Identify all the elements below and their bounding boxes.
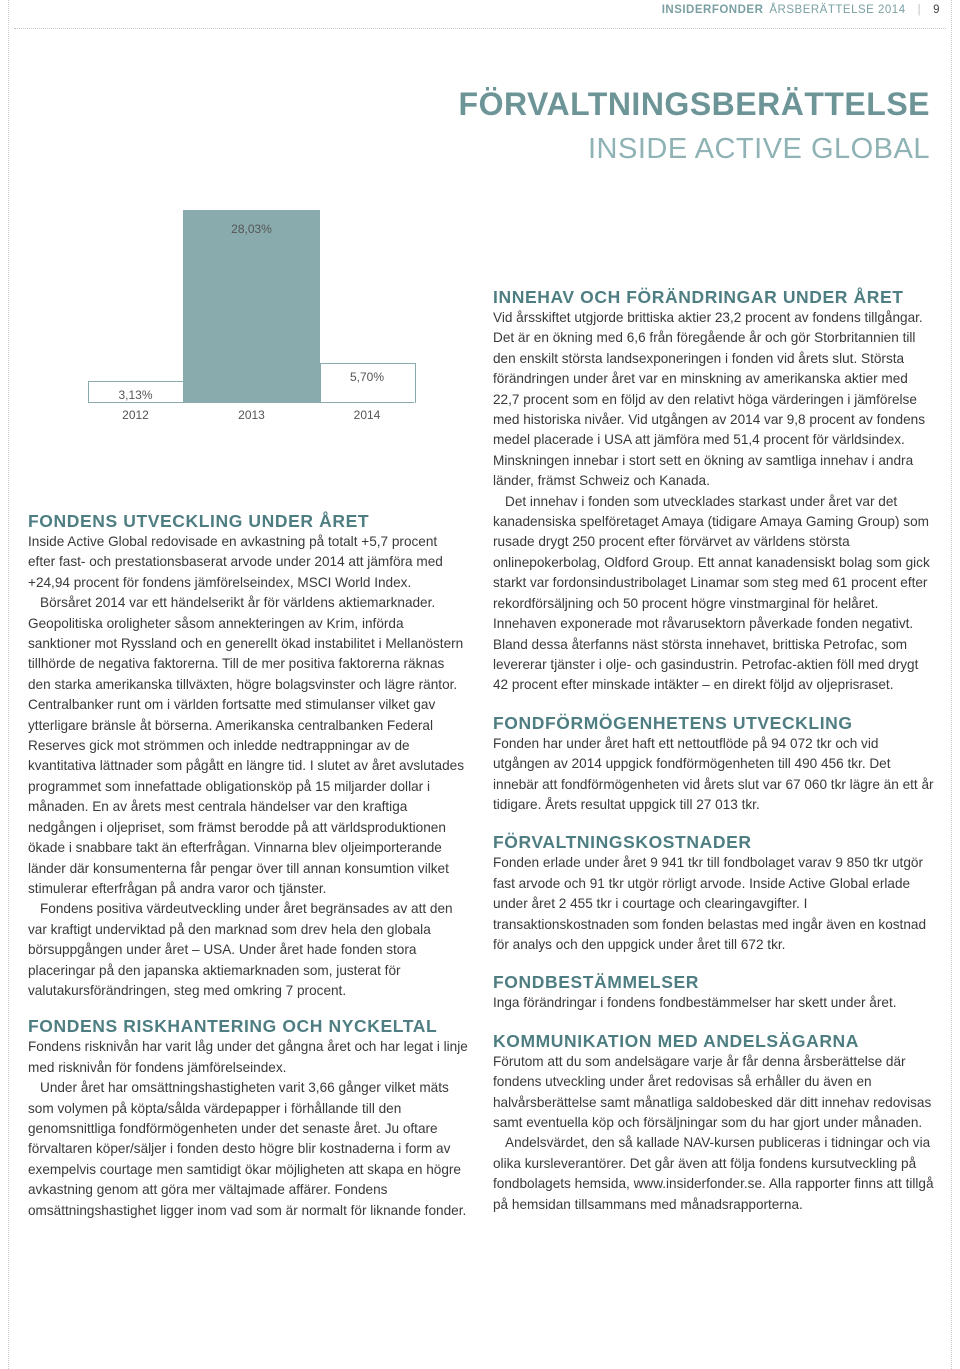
- page-number: 9: [933, 4, 940, 16]
- page-title: FÖRVALTNINGSBERÄTTELSE: [458, 86, 930, 122]
- page-subtitle: INSIDE ACTIVE GLOBAL: [588, 133, 930, 165]
- paragraph: Vid årsskiftet utgjorde brittiska aktier 23,2 procent av fondens tillgångar. Det är en ökning med 6,6 från föregående år och gör Storbritannien till den enskilt största landsexponeringen i fonden vid årets slut. Största förändringen under året var en minskning av amerikanska aktier med 22,7 procent som en följd av den relativt höga värderingen i jämförelse med historiska nivåer. Vid utgången av 2014 var 9,8 procent av fondens medel placerade i USA att jämföra med 51,4 procent för världsindex. Minskningen innebar i stort sett en ökning av samtliga innehav i andra länder, främst Schweiz och Kanada.: [493, 310, 926, 489]
- paragraph: Förutom att du som andelsägare varje år får denna årsberättelse där fondens utveckling under året redovisas så erhåller du även en halvårsberättelse samt månatliga saldobesked där ditt innehav redovisas samt eventuella köp och försäljningar som du har gjort under månaden.: [493, 1053, 932, 1130]
- section-heading-communication: KOMMUNIKATION MED ANDELSÄGARNA: [493, 1030, 860, 1051]
- section-heading-risk: FONDENS RISKHANTERING OCH NYCKELTAL: [28, 1016, 438, 1037]
- paragraph: Fondens risknivån har varit låg under det gångna året och har legat i linje med risknivån för fondens jämförelseindex.: [28, 1039, 468, 1075]
- section-heading-fund-rules: FONDBESTÄMMELSER: [493, 972, 699, 993]
- section-heading-development: FONDENS UTVECKLING UNDER ÅRET: [28, 511, 370, 531]
- x-axis-baseline: [88, 402, 414, 403]
- paragraph: Fonden erlade under året 9 941 tkr till fondbolaget varav 9 850 tkr utgör fast arvode och 91 tkr utgör rörligt arvode. Inside Active Global erlade under året 2 455 tkr i courtage och clearingavgifter. I transaktionskostnaden som fonden belastas med ingår även en kostnad för analys och den uppgick under året till 672 tkr.: [493, 855, 927, 952]
- paragraph: Inside Active Global redovisade en avkastning på totalt +5,7 procent efter fast- och prestationsbaserat arvode under 2014 att jämföra med +24,94 procent för fondens jämförelseindex, MSCI World Index.: [28, 534, 443, 590]
- x-tick-label: 2014: [353, 408, 381, 422]
- section-heading-costs: FÖRVALTNINGSKOSTNADER: [493, 832, 752, 853]
- paragraph: Andelsvärdet, den så kallade NAV-kursen publiceras i tidningar och via olika kursleverantörer. Det går även att följa fondens kursutveckling på fondbolagets hemsida, www.insiderfonder.se. Alla rapporter finns att tillgå på hemsidan tillsammans med månadsrapporterna.: [493, 1135, 934, 1212]
- paragraph: Det innehav i fonden som utvecklades starkast under året var det kanadensiska spelföretaget Amaya (tidigare Amaya Gaming Group) som rusade drygt 250 procent efter förvärvet av världens största onlinepokerbolag, Oldford Group. Ett annat kanadensiskt bolag som gick starkt var fordonsindustribolaget Linamar som steg med 61 procent efter rekordförsäljning och 50 procent högre vinstmarginal för helåret. Innehaven exponerade mot råvarusektorn påverkade fonden negativt. Bland dessa återfanns näst största innehavet, brittiska Petrofac, som levererar tjänster i olje- och gasindustrin. Petrofac-aktien föll med drygt 42 procent efter minskade intäkter – en direkt följd av oljeprisraset.: [493, 493, 930, 693]
- bar-value-label: 28,03%: [231, 222, 272, 236]
- bar-value-label: 5,70%: [349, 369, 385, 384]
- section-heading-fund-assets: FONDFÖRMÖGENHETENS UTVECKLING: [493, 712, 853, 733]
- header-brand: INSIDERFONDER: [661, 4, 764, 16]
- x-tick-label: 2013: [238, 408, 265, 422]
- left-column: [28, 510, 468, 1221]
- header-subtitle: ÅRSBERÄTTELSE 2014: [769, 4, 906, 16]
- paragraph: Under året har omsättningshastigheten varit 3,66 gånger vilket mäts som volymen på köpta/sålda värdepapper i förhållande till den genomsnittliga fondförmögenheten under det senaste året. Ju oftare förvaltaren köper/säljer i fonden desto högre blir kostnaderna i form av exempelvis courtage men samtidigt ökar möjligheten att skapa en högre avkastning genom att göra mer vältajmade affärer. Fondens omsättningshastighet ligger inom vad som är normalt för liknande fonder.: [28, 1080, 467, 1218]
- header-separator: |: [917, 4, 922, 16]
- paragraph: Börsåret 2014 var ett händelserikt år för världens aktiemarknader. Geopolitiska oroligheter såsom annekteringen av Krim, införda sanktioner mot Ryssland och en generellt ökad instabilitet i Mellanöstern tillhörde de negativa faktorerna. Till de mer positiva faktorerna räknas den starka amerikanska tillväxten, högre bolagsvinster och lägre räntor. Centralbanker runt om i världen fortsatte med stimulanser vilket gav ytterligare bränsle åt börserna. Amerikanska centralbanken Federal Reserves gick mot strömmen och inledde nedtrappningar av de kvantitativa lättnader som pågått en längre tid. I slutet av året avslutades programmet som innefattade obligationsköp på 15 miljarder dollar i månaden. En av årets mest centrala händelser var den kraftiga nedgången i oljepriset, som främst berodde på att världsproduktionen ökade i snabbare takt än efterfrågan. Vinnarna blev oljeimporterande länder där konsumenterna får pengar över till annan konsumtion vilket stimulerar efterfrågan på andra varor och tjänster.: [28, 595, 465, 896]
- right-column: [493, 286, 937, 1215]
- paragraph: Fondens positiva värdeutveckling under året begränsades av att den var kraftigt underviktad på den marknad som drev hela den globala börsuppgången under året – USA. Under året hade fonden stora placeringar på den japanska aktiemarknaden som, justerat för valutakursförändringen, steg med omkring 7 procent.: [28, 901, 453, 998]
- paragraph: Inga förändringar i fondens fondbestämmelser har skett under året.: [493, 995, 897, 1011]
- bar-2013: [183, 210, 320, 402]
- section-heading-holdings: INNEHAV OCH FÖRÄNDRINGAR UNDER ÅRET: [493, 287, 904, 307]
- x-tick-label: 2012: [122, 408, 149, 422]
- bar-value-label: 3,13%: [118, 387, 153, 402]
- paragraph: Fonden har under året haft ett nettoutflöde på 94 072 tkr och vid utgången av 2014 uppgick fondförmögenheten till 490 456 tkr. Det innebär att fondförmögenheten vid årets slut var 67 060 tkr lägre än ett år tidigare. Årets resultat uppgick till 27 013 tkr.: [493, 735, 934, 812]
